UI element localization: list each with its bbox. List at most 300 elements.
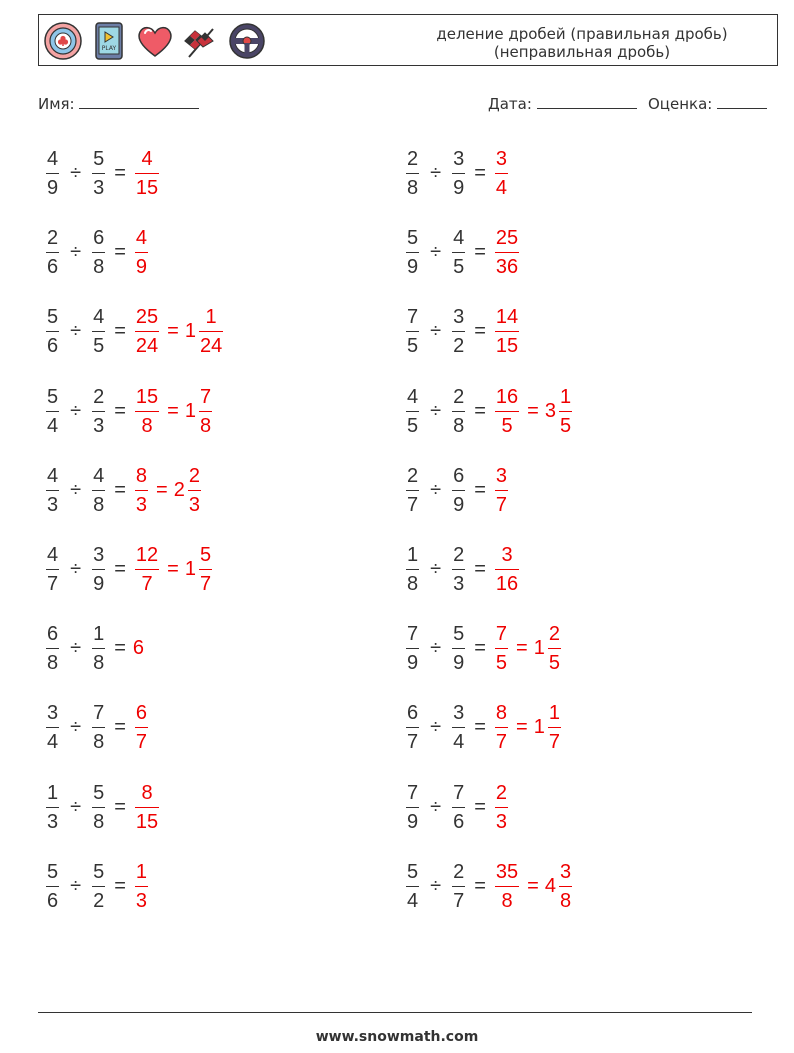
date-field[interactable] bbox=[488, 93, 637, 113]
fraction bbox=[406, 304, 419, 359]
numerator: 5 bbox=[47, 860, 59, 883]
numerator: 2 bbox=[407, 148, 419, 170]
fraction-bar bbox=[199, 411, 212, 412]
problem-20 bbox=[404, 859, 574, 914]
divide-sign: ÷ bbox=[70, 716, 82, 739]
equals-sign: = bbox=[474, 478, 486, 501]
numerator: 4 bbox=[407, 385, 419, 408]
numerator: 1 bbox=[407, 544, 419, 566]
divide-sign: ÷ bbox=[430, 320, 442, 343]
numerator: 6 bbox=[407, 702, 419, 725]
equals-sign: = bbox=[114, 241, 126, 264]
problem-15 bbox=[44, 700, 150, 755]
equals-sign: = bbox=[114, 399, 126, 422]
worksheet-header bbox=[38, 14, 778, 66]
fraction-bar bbox=[406, 411, 419, 412]
fraction-bar bbox=[406, 173, 419, 174]
numerator: 5 bbox=[407, 860, 419, 883]
fraction-bar bbox=[135, 331, 159, 332]
numerator: 7 bbox=[407, 781, 419, 804]
problem-5 bbox=[44, 304, 225, 359]
problem-1 bbox=[44, 146, 161, 201]
numerator: 5 bbox=[453, 623, 465, 646]
equals-sign: = bbox=[516, 716, 528, 739]
numerator: 12 bbox=[135, 544, 159, 566]
answer bbox=[493, 700, 563, 755]
problem-6 bbox=[404, 304, 521, 359]
fraction-bar bbox=[406, 648, 419, 649]
fraction bbox=[406, 621, 419, 676]
fraction-bar bbox=[92, 331, 105, 332]
denominator: 9 bbox=[93, 573, 105, 595]
fraction-bar bbox=[92, 569, 105, 570]
answer bbox=[493, 225, 521, 280]
numerator: 4 bbox=[141, 148, 153, 170]
denominator: 2 bbox=[453, 335, 465, 358]
equals-sign: = bbox=[114, 874, 126, 897]
numerator: 2 bbox=[188, 464, 200, 487]
equals-sign: = bbox=[114, 162, 126, 184]
fraction bbox=[406, 225, 419, 280]
problem-3 bbox=[44, 225, 150, 280]
numerator: 4 bbox=[453, 227, 465, 250]
numerator: 8 bbox=[135, 464, 148, 487]
fraction-bar bbox=[495, 807, 508, 808]
checkered-flag-icon bbox=[181, 21, 221, 61]
numerator: 7 bbox=[495, 623, 508, 646]
fraction bbox=[452, 621, 465, 676]
numerator: 6 bbox=[93, 227, 105, 250]
fraction bbox=[452, 859, 465, 914]
numerator: 1 bbox=[205, 306, 217, 329]
answer bbox=[133, 637, 144, 660]
fraction bbox=[92, 859, 105, 914]
denominator: 7 bbox=[407, 731, 419, 754]
problem-7 bbox=[44, 384, 214, 439]
fraction-bar bbox=[92, 411, 105, 412]
numerator: 3 bbox=[93, 544, 105, 566]
denominator: 3 bbox=[135, 493, 148, 516]
mixed-fraction bbox=[199, 384, 212, 439]
header-icons bbox=[43, 21, 267, 61]
fraction bbox=[406, 146, 419, 201]
numerator: 1 bbox=[548, 702, 560, 725]
numerator: 4 bbox=[47, 544, 59, 566]
problem-12 bbox=[404, 542, 521, 597]
fraction-bar bbox=[452, 807, 465, 808]
answer bbox=[493, 146, 510, 201]
denominator: 8 bbox=[93, 652, 105, 675]
denominator: 7 bbox=[141, 573, 153, 595]
fraction-bar bbox=[406, 569, 419, 570]
denominator: 15 bbox=[495, 335, 519, 358]
fraction bbox=[92, 304, 105, 359]
fraction bbox=[452, 146, 465, 201]
title-line-1: деление дробей (правильная дробь) bbox=[436, 25, 728, 43]
fraction bbox=[46, 700, 59, 755]
divide-sign: ÷ bbox=[430, 874, 442, 897]
fraction-bar bbox=[406, 727, 419, 728]
numerator: 5 bbox=[93, 781, 105, 804]
numerator: 1 bbox=[47, 781, 59, 804]
denominator: 9 bbox=[407, 810, 419, 833]
numerator: 4 bbox=[47, 464, 59, 487]
fraction-bar bbox=[92, 886, 105, 887]
denominator: 2 bbox=[93, 889, 105, 912]
title-line-2: (неправильная дробь) bbox=[493, 43, 671, 61]
numerator: 3 bbox=[47, 702, 59, 725]
numerator: 3 bbox=[453, 148, 465, 170]
fraction-bar bbox=[406, 886, 419, 887]
numerator: 25 bbox=[135, 306, 159, 329]
fraction bbox=[135, 463, 148, 518]
fraction bbox=[495, 225, 519, 280]
name-field[interactable] bbox=[38, 93, 199, 113]
mixed-fraction bbox=[188, 463, 201, 518]
equals-sign: = bbox=[167, 558, 179, 580]
numerator: 2 bbox=[453, 544, 465, 566]
denominator: 8 bbox=[199, 414, 212, 437]
numerator: 7 bbox=[93, 702, 105, 725]
numerator: 25 bbox=[495, 227, 519, 250]
fraction-bar bbox=[46, 252, 59, 253]
fraction bbox=[46, 621, 59, 676]
fraction-bar bbox=[46, 331, 59, 332]
casino-chip-icon bbox=[43, 21, 83, 61]
worksheet-title bbox=[389, 25, 775, 61]
mixed-whole: 1 bbox=[184, 399, 196, 422]
fraction-bar bbox=[199, 569, 212, 570]
tablet-play-icon bbox=[89, 21, 129, 61]
denominator: 8 bbox=[501, 889, 513, 912]
equals-sign: = bbox=[114, 320, 126, 343]
fraction-bar bbox=[92, 727, 105, 728]
divide-sign: ÷ bbox=[430, 399, 442, 422]
denominator: 15 bbox=[135, 177, 159, 199]
numerator: 8 bbox=[495, 702, 508, 725]
numerator: 2 bbox=[495, 781, 508, 804]
fraction-bar bbox=[135, 886, 148, 887]
answer bbox=[133, 859, 150, 914]
fraction bbox=[495, 859, 519, 914]
denominator: 24 bbox=[199, 335, 223, 358]
numerator: 5 bbox=[199, 544, 212, 566]
fraction-bar bbox=[452, 411, 465, 412]
numerator: 6 bbox=[47, 623, 59, 646]
numerator: 1 bbox=[559, 385, 572, 408]
fraction-bar bbox=[92, 252, 105, 253]
fraction-bar bbox=[135, 569, 159, 570]
divide-sign: ÷ bbox=[70, 320, 82, 343]
fraction-bar bbox=[46, 411, 59, 412]
denominator: 5 bbox=[495, 652, 508, 675]
fraction-bar bbox=[495, 569, 519, 570]
numerator: 3 bbox=[453, 306, 465, 329]
fraction-bar bbox=[452, 648, 465, 649]
fraction-bar bbox=[452, 490, 465, 491]
problem-10 bbox=[404, 463, 510, 518]
denominator: 4 bbox=[407, 889, 419, 912]
fraction bbox=[92, 542, 105, 597]
numerator: 3 bbox=[559, 860, 572, 883]
denominator: 4 bbox=[47, 731, 59, 754]
fraction bbox=[92, 384, 105, 439]
fraction bbox=[135, 146, 159, 201]
mixed-whole: 1 bbox=[533, 716, 545, 739]
numerator: 1 bbox=[93, 623, 105, 646]
numerator: 2 bbox=[93, 385, 105, 408]
answer bbox=[493, 304, 521, 359]
equals-sign: = bbox=[527, 399, 539, 422]
numerator: 3 bbox=[495, 148, 508, 170]
equals-sign: = bbox=[474, 716, 486, 739]
denominator: 8 bbox=[93, 256, 105, 279]
equals-sign: = bbox=[114, 795, 126, 818]
divide-sign: ÷ bbox=[430, 716, 442, 739]
fraction-bar bbox=[199, 331, 223, 332]
numerator: 15 bbox=[135, 385, 159, 408]
fraction-bar bbox=[135, 411, 159, 412]
denominator: 8 bbox=[407, 573, 419, 595]
problem-9 bbox=[44, 463, 203, 518]
denominator: 8 bbox=[93, 731, 105, 754]
numerator: 7 bbox=[407, 306, 419, 329]
numerator: 5 bbox=[93, 148, 105, 170]
fraction-bar bbox=[452, 727, 465, 728]
denominator: 8 bbox=[141, 414, 153, 437]
denominator: 5 bbox=[93, 335, 105, 358]
fraction bbox=[135, 859, 148, 914]
problem-13 bbox=[44, 621, 144, 676]
denominator: 6 bbox=[47, 335, 59, 358]
equals-sign: = bbox=[474, 241, 486, 264]
fraction-bar bbox=[495, 252, 519, 253]
fraction bbox=[135, 700, 148, 755]
numerator: 1 bbox=[135, 860, 148, 883]
heart-icon bbox=[135, 21, 175, 61]
mixed-whole: 1 bbox=[184, 558, 196, 580]
fraction bbox=[92, 700, 105, 755]
numerator: 6 bbox=[453, 464, 465, 487]
denominator: 4 bbox=[495, 177, 508, 199]
fraction-bar bbox=[548, 648, 561, 649]
denominator: 24 bbox=[135, 335, 159, 358]
equals-sign: = bbox=[474, 162, 486, 184]
fraction-bar bbox=[135, 807, 159, 808]
date-label: Дата: bbox=[488, 95, 532, 113]
denominator: 5 bbox=[548, 652, 560, 675]
fraction bbox=[92, 225, 105, 280]
numerator: 16 bbox=[495, 385, 519, 408]
fraction bbox=[92, 780, 105, 835]
fraction bbox=[406, 780, 419, 835]
steering-wheel-icon bbox=[227, 21, 267, 61]
fraction-bar bbox=[495, 331, 519, 332]
name-label: Имя: bbox=[38, 95, 75, 113]
fraction bbox=[46, 384, 59, 439]
denominator: 3 bbox=[93, 177, 105, 199]
mixed-fraction bbox=[199, 542, 212, 597]
equals-sign: = bbox=[474, 795, 486, 818]
equals-sign: = bbox=[156, 478, 168, 501]
fraction bbox=[495, 304, 519, 359]
fraction-bar bbox=[46, 569, 59, 570]
equals-sign: = bbox=[114, 558, 126, 580]
denominator: 9 bbox=[453, 493, 465, 516]
numerator: 8 bbox=[141, 781, 153, 804]
numerator: 4 bbox=[135, 227, 148, 250]
numerator: 5 bbox=[93, 860, 105, 883]
fraction-bar bbox=[495, 411, 519, 412]
numerator: 3 bbox=[453, 702, 465, 725]
mixed-whole: 3 bbox=[544, 399, 556, 422]
denominator: 3 bbox=[135, 889, 148, 912]
fraction-bar bbox=[92, 648, 105, 649]
denominator: 5 bbox=[453, 256, 465, 279]
fraction-bar bbox=[559, 411, 572, 412]
divide-sign: ÷ bbox=[70, 795, 82, 818]
fraction-bar bbox=[452, 331, 465, 332]
fraction bbox=[495, 384, 519, 439]
answer bbox=[133, 463, 203, 518]
fraction bbox=[46, 859, 59, 914]
mixed-fraction bbox=[559, 859, 572, 914]
divide-sign: ÷ bbox=[430, 478, 442, 501]
fraction bbox=[46, 780, 59, 835]
denominator: 8 bbox=[453, 414, 465, 437]
mixed-whole: 4 bbox=[544, 874, 556, 897]
fraction-bar bbox=[495, 490, 508, 491]
numerator: 5 bbox=[407, 227, 419, 250]
divide-sign: ÷ bbox=[430, 558, 442, 580]
equals-sign: = bbox=[474, 320, 486, 343]
score-field[interactable] bbox=[648, 93, 767, 113]
fraction-bar bbox=[46, 173, 59, 174]
divide-sign: ÷ bbox=[70, 399, 82, 422]
fraction bbox=[495, 146, 508, 201]
denominator: 5 bbox=[501, 414, 513, 437]
fraction-bar bbox=[559, 886, 572, 887]
problem-17 bbox=[44, 780, 161, 835]
denominator: 3 bbox=[188, 493, 200, 516]
denominator: 9 bbox=[407, 256, 419, 279]
denominator: 7 bbox=[495, 493, 508, 516]
fraction bbox=[406, 542, 419, 597]
fraction-bar bbox=[135, 727, 148, 728]
denominator: 5 bbox=[407, 335, 419, 358]
denominator: 3 bbox=[47, 493, 59, 516]
fraction bbox=[46, 146, 59, 201]
denominator: 7 bbox=[135, 731, 148, 754]
fraction-bar bbox=[135, 173, 159, 174]
fraction bbox=[135, 304, 159, 359]
name-line[interactable] bbox=[79, 93, 199, 109]
denominator: 7 bbox=[495, 731, 508, 754]
mixed-fraction bbox=[199, 304, 223, 359]
equals-sign: = bbox=[516, 637, 528, 660]
equals-sign: = bbox=[114, 637, 126, 660]
fraction bbox=[135, 542, 159, 597]
answer bbox=[133, 542, 214, 597]
answer bbox=[133, 225, 150, 280]
equals-sign: = bbox=[474, 558, 486, 580]
fraction bbox=[406, 700, 419, 755]
numerator: 6 bbox=[135, 702, 148, 725]
denominator: 3 bbox=[47, 810, 59, 833]
answer bbox=[493, 384, 574, 439]
answer bbox=[133, 304, 225, 359]
answer bbox=[493, 859, 574, 914]
fraction bbox=[92, 463, 105, 518]
fraction-bar bbox=[46, 490, 59, 491]
score-line[interactable] bbox=[717, 93, 767, 109]
denominator: 9 bbox=[47, 177, 59, 199]
fraction-bar bbox=[135, 490, 148, 491]
equals-sign: = bbox=[114, 716, 126, 739]
footer-url: www.snowmath.com bbox=[315, 1029, 479, 1045]
denominator: 7 bbox=[453, 889, 465, 912]
denominator: 7 bbox=[548, 731, 560, 754]
fraction bbox=[46, 463, 59, 518]
mixed-fraction bbox=[559, 384, 572, 439]
numerator: 2 bbox=[47, 227, 59, 250]
denominator: 7 bbox=[407, 493, 419, 516]
denominator: 8 bbox=[407, 177, 419, 199]
fraction-bar bbox=[495, 886, 519, 887]
answer-whole: 6 bbox=[132, 637, 145, 660]
score-label: Оценка: bbox=[648, 95, 713, 113]
divide-sign: ÷ bbox=[430, 637, 442, 660]
numerator: 4 bbox=[93, 464, 105, 487]
numerator: 35 bbox=[495, 860, 519, 883]
problem-8 bbox=[404, 384, 574, 439]
fraction-bar bbox=[548, 727, 561, 728]
denominator: 16 bbox=[495, 573, 519, 595]
numerator: 2 bbox=[548, 623, 560, 646]
problem-16 bbox=[404, 700, 563, 755]
fraction bbox=[495, 542, 519, 597]
fraction bbox=[46, 304, 59, 359]
numerator: 14 bbox=[495, 306, 519, 329]
denominator: 3 bbox=[93, 414, 105, 437]
fraction-bar bbox=[188, 490, 201, 491]
numerator: 2 bbox=[453, 860, 465, 883]
fraction-bar bbox=[452, 252, 465, 253]
equals-sign: = bbox=[474, 637, 486, 660]
divide-sign: ÷ bbox=[70, 558, 82, 580]
equals-sign: = bbox=[167, 320, 179, 343]
answer bbox=[493, 463, 510, 518]
fraction bbox=[92, 146, 105, 201]
fraction bbox=[452, 542, 465, 597]
numerator: 5 bbox=[47, 385, 59, 408]
numerator: 4 bbox=[93, 306, 105, 329]
fraction bbox=[452, 384, 465, 439]
fraction bbox=[495, 621, 508, 676]
denominator: 9 bbox=[407, 652, 419, 675]
date-line[interactable] bbox=[537, 93, 637, 109]
svg-text:PLAY: PLAY bbox=[101, 45, 117, 52]
answer bbox=[493, 780, 510, 835]
fraction bbox=[452, 304, 465, 359]
denominator: 8 bbox=[47, 652, 59, 675]
fraction-bar bbox=[46, 807, 59, 808]
fraction bbox=[495, 700, 508, 755]
fraction bbox=[452, 463, 465, 518]
denominator: 36 bbox=[495, 256, 519, 279]
numerator: 3 bbox=[495, 464, 508, 487]
fraction-bar bbox=[46, 886, 59, 887]
